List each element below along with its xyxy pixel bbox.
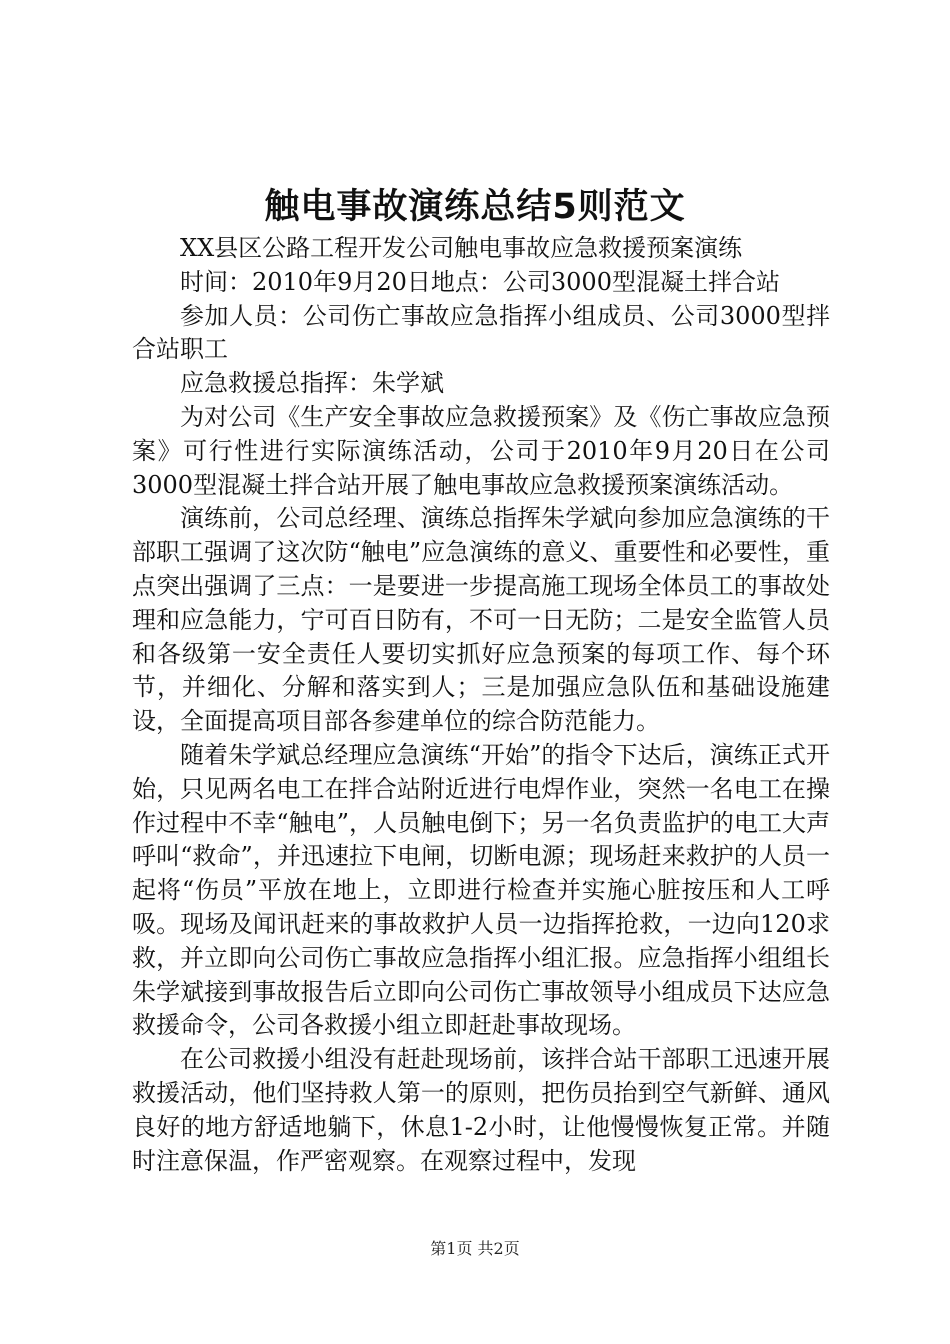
page-title: 触电事故演练总结5则范文 [264, 187, 686, 227]
paragraph-drill-process: 随着朱学斌总经理应急演练“开始”的指令下达后，演练正式开始，只见两名电工在拌合站附近进行电焊作业，突然一名电工在操作过程中不幸“触电”，人员触电倒下；另一名负责监护的电工大声呼叫“救命”，并迅速拉下电闸，切断电源；现场赶来救护的人员一起将“伤员”平放在地上，立即进行检查并实施心脏按压和人工呼吸。现场及闻讯赶来的事故救护人员一边指挥抢救，一边向120求救，并立即向公司伤亡事故应急指挥小组汇报。应急指挥小组组长朱学斌接到事故报告后立即向公司伤亡事故领导小组成员下达应急救援命令，公司各救援小组立即赶赴事故现场。 [132, 740, 830, 1040]
paragraph-commander: 应急救援总指挥：朱学斌 [180, 369, 444, 398]
paragraph-purpose: 为对公司《生产安全事故应急救援预案》及《伤亡事故应急预案》可行性进行实际演练活动，公司于2010年9月20日在公司3000型混凝土拌合站开展了触电事故应急救援预案演练活动。 [132, 402, 830, 499]
paragraph-rescue: 在公司救援小组没有赶赴现场前，该拌合站干部职工迅速开展救援活动，他们坚持救人第一的原则，把伤员抬到空气新鲜、通风良好的地方舒适地躺下，休息1-2小时，让他慢慢恢复正常。并随时注意保温，作严密观察。在观察过程中，发现 [132, 1045, 830, 1175]
document-body [132, 232, 830, 1178]
paragraph-pre-drill: 演练前，公司总经理、演练总指挥朱学斌向参加应急演练的干部职工强调了这次防“触电”应急演练的意义、重要性和必要性，重点突出强调了三点：一是要进一步提高施工现场全体员工的事故处理和应急能力，宁可百日防有，不可一日无防；二是安全监管人员和各级第一安全责任人要切实抓好应急预案的每项工作、每个环节，并细化、分解和落实到人；三是加强应急队伍和基础设施建设，全面提高项目部各参建单位的综合防范能力。 [132, 504, 830, 736]
paragraph-time-location: 时间：2010年9月20日地点：公司3000型混凝土拌合站 [180, 267, 780, 296]
paragraph-project-name: XX县区公路工程开发公司触电事故应急救援预案演练 [180, 234, 743, 262]
page-number-footer: 第1页 共2页 [430, 1239, 520, 1258]
paragraph-participants: 参加人员：公司伤亡事故应急指挥小组成员、公司3000型拌合站职工 [132, 301, 830, 364]
